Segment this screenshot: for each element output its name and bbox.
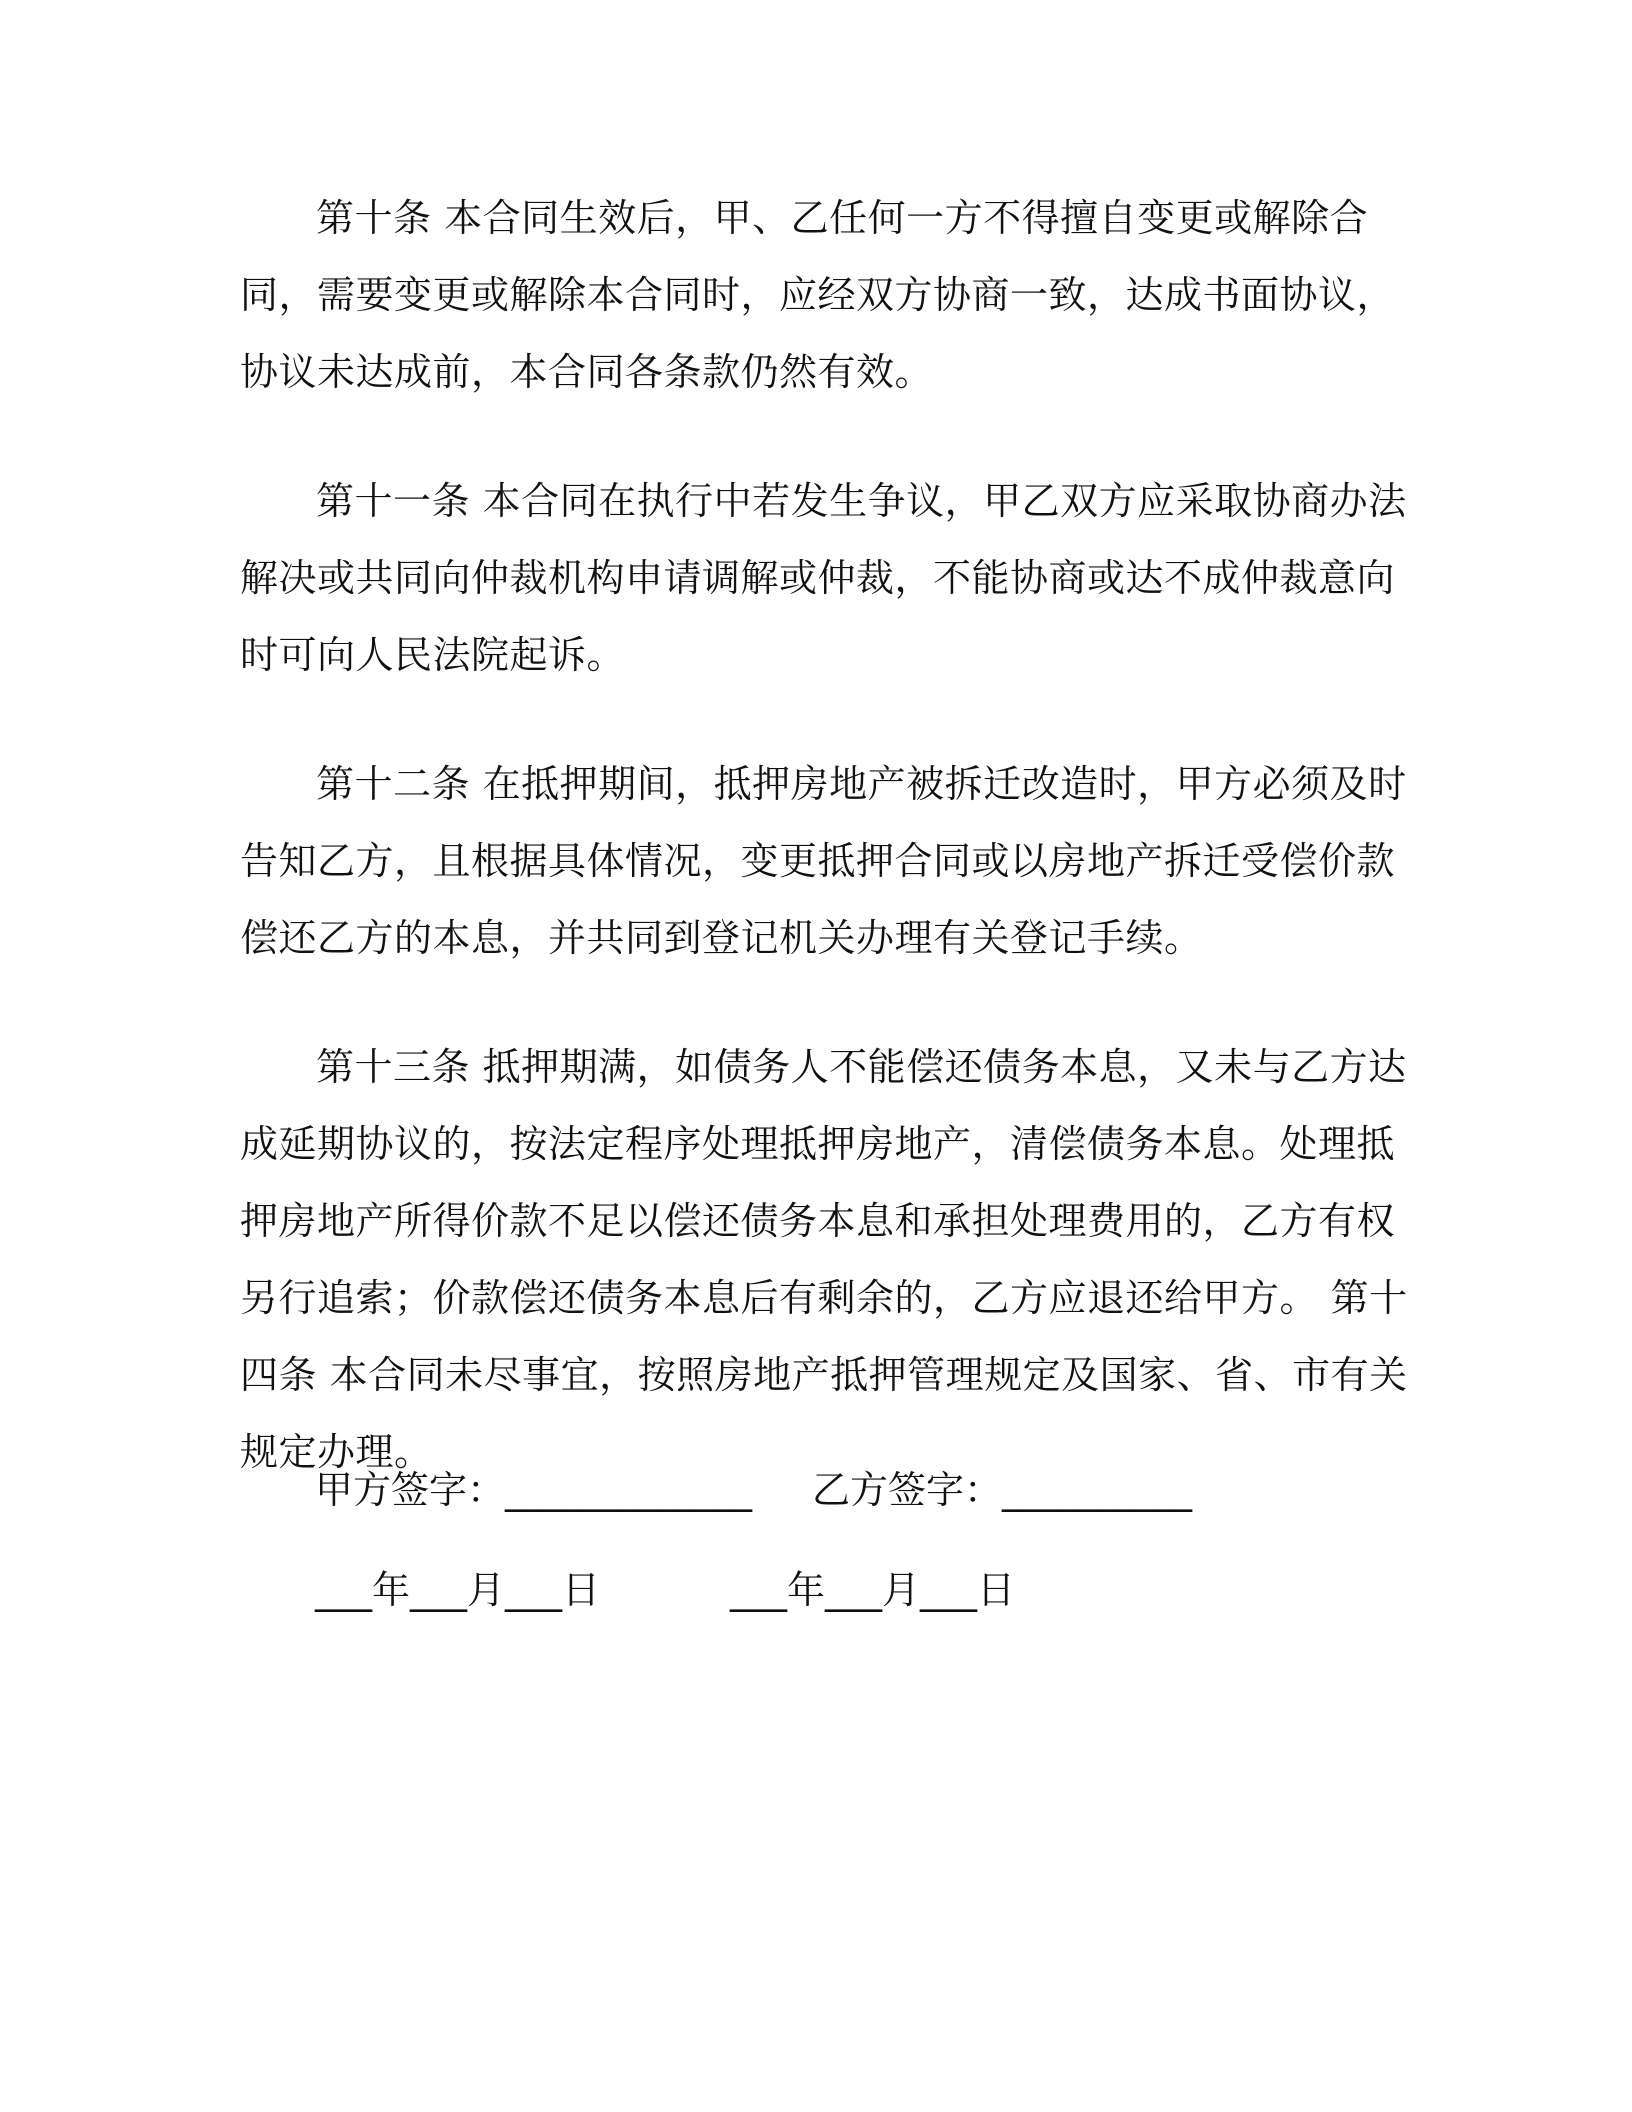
party-a-signature-label: 甲方签字：: [315, 1468, 506, 1512]
contract-body: [240, 180, 1410, 1543]
clause-11: 第十一条 本合同在执行中若发生争议，甲乙双方应采取协商办法解决或共同向仲裁机构申请调解或仲裁，不能协商或达不成仲裁意向时可向人民法院起诉。: [240, 479, 1407, 677]
signature-row: [315, 1465, 1192, 1515]
date-row: [315, 1565, 1015, 1615]
party-a-date: ___年___月___日: [315, 1568, 601, 1612]
clause-13-14: 第十三条 抵押期满，如债务人不能偿还债务本息，又未与乙方达成延期协议的，按法定程序处理抵押房地产，清偿债务本息。处理抵押房地产所得价款不足以偿还债务本息和承担处理费用的，乙方有权另行追索；价款偿还债务本息后有剩余的，乙方应退还给甲方。 第十四条 本合同未尽事宜，按照房地产抵押管理规定及国家、省、市有关规定办理。: [240, 1045, 1408, 1474]
party-b-signature-label: 乙方签字：: [812, 1468, 1003, 1512]
party-b-signature-line: __________: [1002, 1468, 1193, 1512]
clause-12: 第十二条 在抵押期间，抵押房地产被拆迁改造时，甲方必须及时告知乙方，且根据具体情况，变更抵押合同或以房地产拆迁受偿价款偿还乙方的本息，并共同到登记机关办理有关登记手续。: [240, 762, 1407, 960]
party-a-signature-line: _____________: [505, 1468, 753, 1512]
clause-10: 第十条 本合同生效后，甲、乙任何一方不得擅自变更或解除合同，需要变更或解除本合同时，应经双方协商一致，达成书面协议，协议未达成前，本合同各条款仍然有效。: [240, 196, 1396, 394]
party-b-date: ___年___月___日: [730, 1568, 1016, 1612]
